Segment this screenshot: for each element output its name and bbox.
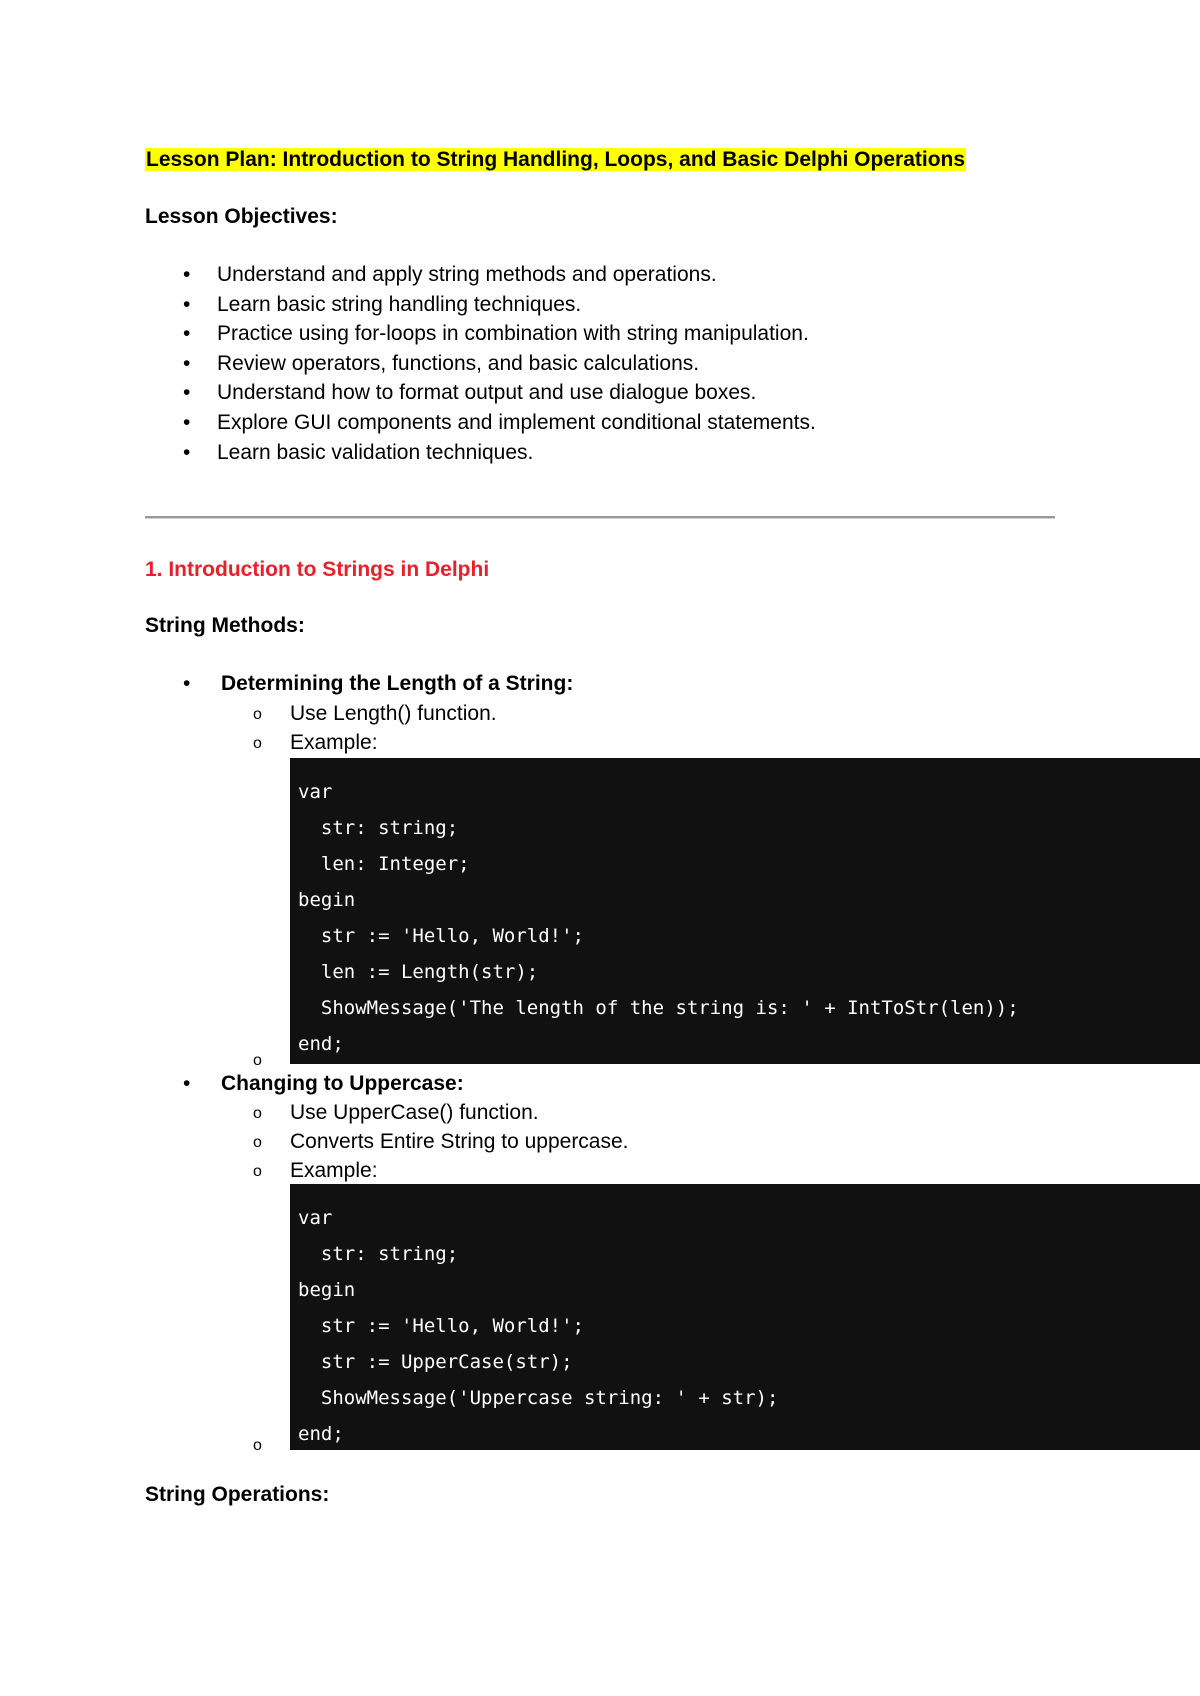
bullet-icon: • xyxy=(183,440,191,464)
horizontal-divider xyxy=(145,516,1055,519)
length-item-text: Use Length() function. xyxy=(290,702,497,725)
list-item xyxy=(145,349,816,379)
objectives-list xyxy=(145,260,816,467)
objective-text: Review operators, functions, and basic calculations. xyxy=(217,351,700,375)
code-line: begin xyxy=(298,1279,356,1301)
uppercase-item-text: Converts Entire String to uppercase. xyxy=(290,1130,629,1153)
list-item xyxy=(253,700,497,729)
list-item xyxy=(145,319,816,349)
bullet-icon: • xyxy=(183,381,191,405)
string-methods-heading: String Methods: xyxy=(145,614,305,637)
circle-bullet-icon: o xyxy=(253,1134,262,1151)
code-line: str := 'Hello, World!'; xyxy=(298,925,584,947)
objective-text: Practice using for-loops in combination with string manipulation. xyxy=(217,322,809,346)
list-item xyxy=(145,438,816,468)
circle-bullet-icon: o xyxy=(253,1105,262,1122)
uppercase-bullet xyxy=(180,1070,464,1098)
bullet-icon: • xyxy=(183,410,191,434)
code-block-uppercase xyxy=(290,1184,1200,1450)
list-item xyxy=(253,1157,378,1186)
uppercase-item-text: Example: xyxy=(290,1159,378,1182)
list-item xyxy=(253,1128,629,1157)
circle-bullet-icon: o xyxy=(253,706,262,723)
code-line: len: Integer; xyxy=(298,853,470,875)
bullet-icon: • xyxy=(183,672,191,695)
objective-text: Explore GUI components and implement conditional statements. xyxy=(217,410,816,434)
code-line: str: string; xyxy=(298,817,459,839)
code-line: var xyxy=(298,1207,333,1229)
bullet-icon: • xyxy=(183,263,191,286)
length-heading: Determining the Length of a String: xyxy=(221,672,574,695)
bullet-icon: • xyxy=(183,351,191,375)
code-line: end; xyxy=(298,1033,344,1055)
uppercase-heading: Changing to Uppercase: xyxy=(221,1072,464,1095)
list-item xyxy=(145,290,816,320)
page-title xyxy=(145,147,966,173)
code-line: var xyxy=(298,781,333,803)
circle-bullet-icon: o xyxy=(253,1052,262,1069)
code-line: len := Length(str); xyxy=(298,961,539,983)
length-item-text: Example: xyxy=(290,731,378,754)
bullet-icon: • xyxy=(183,1072,191,1095)
objective-text: Understand and apply string methods and operations. xyxy=(217,263,717,286)
code-line: str := 'Hello, World!'; xyxy=(298,1315,584,1337)
list-item xyxy=(253,729,378,758)
circle-bullet-icon: o xyxy=(253,735,262,752)
code-line: ShowMessage('The length of the string is: ' + IntToStr(len)); xyxy=(298,997,1019,1019)
circle-bullet-icon: o xyxy=(253,1163,262,1180)
circle-bullet-icon: o xyxy=(253,1437,262,1454)
title-highlight: Lesson Plan: Introduction to String Handling, Loops, and Basic Delphi Operations xyxy=(146,148,966,171)
code-line: str := UpperCase(str); xyxy=(298,1351,573,1373)
list-item xyxy=(253,1099,539,1128)
code-block-length xyxy=(290,758,1200,1064)
string-operations-heading: String Operations: xyxy=(145,1483,330,1506)
code-line: begin xyxy=(298,889,356,911)
list-item xyxy=(145,378,816,408)
list-item xyxy=(145,260,816,290)
objective-text: Understand how to format output and use dialogue boxes. xyxy=(217,381,757,405)
objectives-heading: Lesson Objectives: xyxy=(145,205,338,228)
code-line: ShowMessage('Uppercase string: ' + str); xyxy=(298,1387,779,1409)
length-bullet xyxy=(180,670,573,698)
bullet-icon: • xyxy=(183,292,191,316)
bullet-icon: • xyxy=(183,322,191,346)
objective-text: Learn basic string handling techniques. xyxy=(217,292,582,316)
list-item xyxy=(145,408,816,438)
objective-text: Learn basic validation techniques. xyxy=(217,440,534,464)
section-heading: 1. Introduction to Strings in Delphi xyxy=(145,558,490,581)
code-line: str: string; xyxy=(298,1243,459,1265)
uppercase-item-text: Use UpperCase() function. xyxy=(290,1101,539,1124)
code-line: end; xyxy=(298,1423,344,1445)
